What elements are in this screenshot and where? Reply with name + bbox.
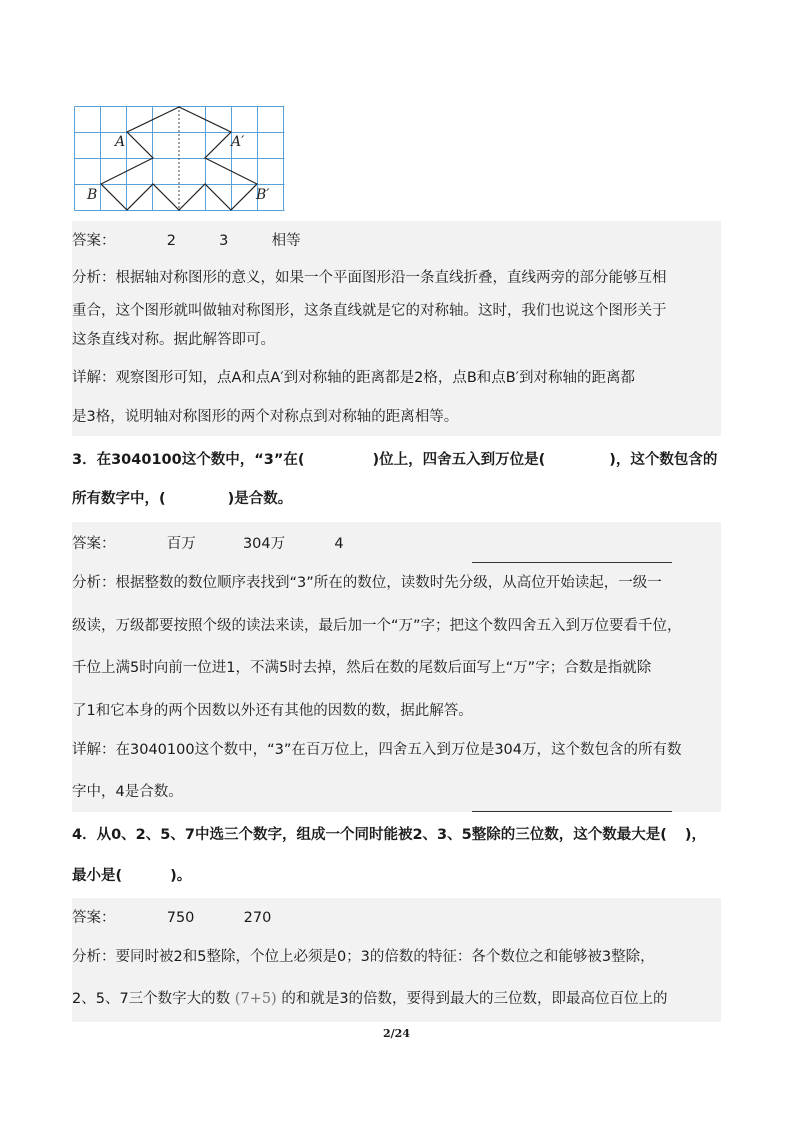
analysis-line: 分析：要同时被2和5整除，个位上必须是0；3的倍数的特征：各个数位之和能够被3整除， bbox=[72, 949, 655, 965]
label-A: A bbox=[115, 134, 126, 150]
question-4-line-2: 最小是( )。 bbox=[72, 868, 192, 884]
analysis-line: 级读，万级都要按照个级的读法来读，最后加一个“万”字；把这个数四舍五入到万位要看千位， bbox=[72, 618, 682, 634]
detail-line: 是3格，说明轴对称图形的两个对称点到对称轴的距离相等。 bbox=[72, 409, 459, 425]
analysis-line: 分析：根据轴对称图形的意义，如果一个平面图形沿一条直线折叠，直线两旁的部分能够互相 bbox=[72, 270, 667, 286]
answer-line-3: 答案： 百万 304万 4 bbox=[72, 536, 344, 552]
symmetry-figure bbox=[74, 106, 286, 214]
label-B: B bbox=[87, 187, 98, 203]
answer-block-2 bbox=[72, 221, 721, 436]
detail-line: 详解：观察图形可知，点A和点A′到对称轴的距离都是2格，点B和点B′到对称轴的距离都 bbox=[72, 370, 636, 386]
analysis-line: 2、5、7三个数字大的数 (7+5) 的和就是3的倍数，要得到最大的三位数，即最高位百位上的 bbox=[72, 991, 668, 1007]
label-A-prime: A′ bbox=[231, 134, 245, 150]
divider-line bbox=[472, 562, 672, 563]
analysis-line: 千位上满5时向前一位进1，不满5时去掉，然后在数的尾数后面写上“万”字；合数是指就除 bbox=[72, 660, 652, 676]
analysis-line: 分析：根据整数的数位顺序表找到“3”所在的数位，读数时先分级，从高位开始读起，一级一 bbox=[72, 575, 662, 591]
question-4-line-1: 4．从0、2、5、7中选三个数字，组成一个同时能被2、3、5整除的三位数，这个数最大是( )， bbox=[72, 827, 706, 843]
question-3-line-2: 所有数字中，( )是合数。 bbox=[72, 491, 293, 507]
answer-line-2: 答案： 2 3 相等 bbox=[72, 233, 301, 249]
label-B-prime: B′ bbox=[256, 187, 270, 203]
analysis-line: 了1和它本身的两个因数以外还有其他的因数的数，据此解答。 bbox=[72, 703, 473, 719]
answer-line-4: 答案： 750 270 bbox=[72, 910, 272, 926]
page-number: 2/24 bbox=[383, 1027, 410, 1040]
detail-line: 详解：在3040100这个数中，“3”在百万位上，四舍五入到万位是304万，这个数包含的所有数 bbox=[72, 742, 682, 758]
formula: (7+5) bbox=[234, 991, 277, 1007]
detail-line: 字中，4是合数。 bbox=[72, 784, 183, 800]
analysis-line: 这条直线对称。据此解答即可。 bbox=[72, 332, 275, 348]
analysis-line: 重合，这个图形就叫做轴对称图形，这条直线就是它的对称轴。这时，我们也说这个图形关于 bbox=[72, 303, 667, 319]
question-3-line-1: 3．在3040100这个数中，“3”在( )位上，四舍五入到万位是( )，这个数包含的 bbox=[72, 452, 718, 468]
divider-line bbox=[472, 811, 672, 812]
